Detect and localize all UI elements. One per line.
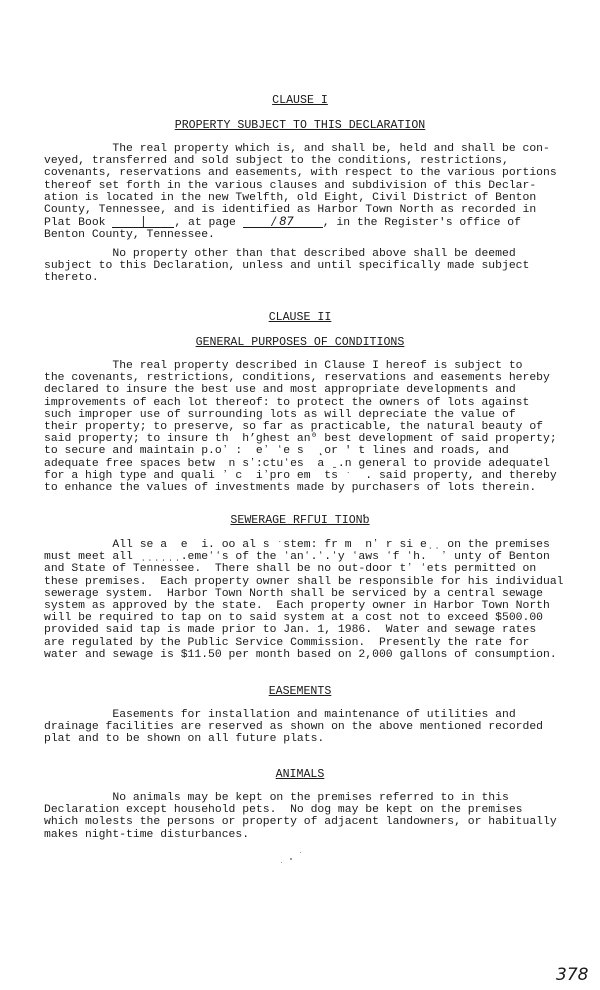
easements-paragraph: Easements for installation and maintenance of utilities and drainage facilities are reserved as shown on the above mentioned recorded plat and to be shown on all future plats.: [44, 709, 543, 746]
sewerage-paragraph: All se a e i. oo al s ˑstem: fr m nʼ r si eˌˌ on the premises must meet all ˌˌˌˌˌˌ.emeʻʻs of the ʻanʻ.ʻ.ʻy ʻaws ʻf ʻh. ʼ unty of Benton and State of Tennessee. There shall be no out-door tʼ ʻets permitted on these premises. Each property owner shall be responsible for his individual sewerage system. Harbor Town North shall be serviced by a central sewage system as approved by the state. Each property owner in Harbor Town North will be required to tap on to said system at a cost not to exceed $500.00 provided said tap is made prior to Jan. 1, 1986. Water and sewage rates are regulated by the Public Service Commission. Presently the rate for water and sewage is $11.50 per month based on 2,000 gallons of consumption.: [44, 539, 564, 661]
clause-1-paragraph-1: The real property which is, and shall be, held and shall be con- veyed, transferred and sold subject to the conditions, restrictions, covenants, reservations and easements, with respect to the various portions thereof set forth in the various clauses and subdivision of this Declar- ation is located in the new Twelfth, old Eight, Civil District of Benton County, Tennessee, and is identified as Harbor Town North as recorded in Plat Book | , at page / 87 , in the Register's office of Benton County, Tennessee.: [44, 143, 557, 242]
clause-1-subtitle: PROPERTY SUBJECT TO THIS DECLARATION: [174, 119, 426, 132]
scan-speck: [281, 862, 282, 863]
clause-2-paragraph: The real property described in Clause I hereof is subject to the covenants, restrictions, conditions, reservations and easements hereby declared to insure the best use and most appropriate developments and improvements of each lot thereof: to protect the owners of lots against such improper use of surrounding lots as will depreciate the value of their property; to preserve, so far as practicable, the natural beauty of said property; to insure th h’ghest an⁰ best development of said property; to secure and maintain p.oʼ : eʼ ʻe s ˛or ′ t lines and roads, and adequate free spaces betw n sʼ:ctuʻes a ˍ.n general to provide adequatel for a high type and quali ʼ c iʼpro em ts ˑ . said property, and thereby to enhance the values of investments made by purchasers of lots therein.: [44, 360, 557, 495]
scan-speck: [300, 852, 301, 853]
clause-1-paragraph-2: No property other than that described above shall be deemed subject to this Declaration, unless and until specifically made subject thereto.: [44, 248, 530, 285]
animals-title: ANIMALS: [275, 768, 325, 781]
clause-2-title: CLAUSE II: [268, 311, 332, 324]
plat-page-field: / 87: [243, 216, 323, 228]
clause-1-title: CLAUSE I: [272, 94, 328, 107]
plat-book-field: |: [112, 216, 174, 228]
clause-2-subtitle: GENERAL PURPOSES OF CONDITIONS: [195, 336, 405, 349]
scan-speck: [290, 858, 292, 860]
animals-paragraph: No animals may be kept on the premises referred to in this Declaration except household pets. No dog may be kept on the premises which molests the persons or property of adjacent landowners, or habitually makes night-time disturbances.: [44, 792, 557, 841]
page-number: 378: [556, 965, 589, 985]
sewerage-title: SEWERAGE RFГUI TIONƅ: [230, 514, 370, 527]
easements-title: EASEMENTS: [268, 685, 332, 698]
